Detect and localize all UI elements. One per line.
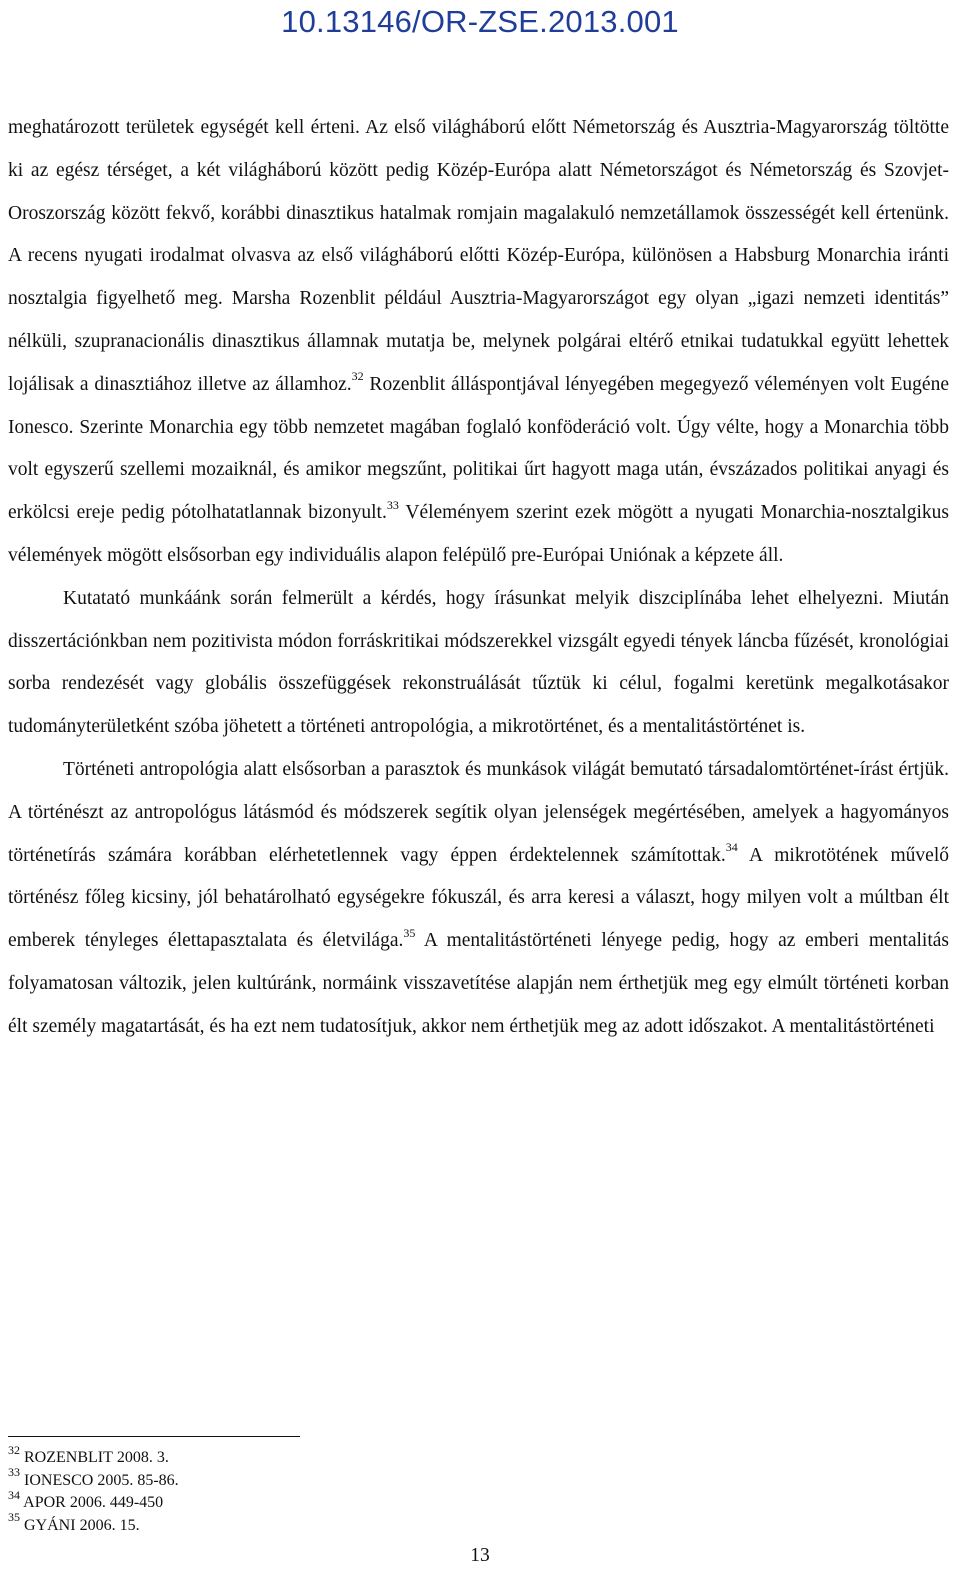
body-text: [8, 107, 949, 1049]
footnote-author: APOR: [23, 1494, 66, 1511]
footnote-number: 35: [8, 1510, 20, 1525]
footnote-ref-33[interactable]: 33: [386, 497, 399, 512]
footnote-33: [8, 1465, 608, 1493]
paragraph-text: meghatározott területek egységét kell érteni. Az első világháború előtt Németország és Ausztria-Magyarország töltötte ki az egész térséget, a két világháború között pedig Közép-Európa alatt Németországot és Németország és Szovjet-Oroszország között fekvő, korábbi dinasztikus hatalmak romjain magalakuló nemzetállamok összességét kell értenünk. A recens nyugati irodalmat olvasva az első világháború előtti Közép-Európa, különösen a Habsburg Monarchia iránti nosztalgia figyelhető meg. Marsha Rozenblit például Ausztria-Magyarországot egy olyan „igazi nemzeti identitás” nélküli, szupranacionális dinasztikus államnak mutatja be, melynek polgárai eltérő etnikai tudatukkal együtt lehettek lojálisak a dinasztiához illetve az államhoz.: [8, 117, 949, 395]
paragraph-text: A mikrotötének művelő történész főleg kicsiny, jól behatárolható egységekre fókuszál, és arra keresi a választ, hogy milyen volt a múltban élt emberek tényleges élettapasztalata és életvilága.: [8, 844, 949, 952]
paragraph-text: Kutatató munkáánk során felmerült a kérdés, hogy írásunkat melyik diszciplínába lehet elhelyezni. Miután disszertációnkban nem pozitivista módon forráskritikai módszerekkel vizsgált egyedi tények láncba fűzését, kronológiai sorba rendezését vagy globális összefüggések rekonstruálását tűztük ki célul, fogalmi keretünk megalkotásakor tudományterületként szóba jöhetett a történeti antropológia, a mikrotörténet, és a mentalitástörténet is.: [8, 587, 949, 738]
paragraph-text: Rozenblit álláspontjával lényegében megegyező véleményen volt Eugéne Ionesco. Szerinte Monarchia egy több nemzetet magában foglaló konföderáció volt. Úgy vélte, hogy a Monarchia több volt egyszerű szellemi mozaiknál, és amikor megszűnt, politikai űrt hagyott maga után, évszázados politikai anyagi és erkölcsi ereje pedig pótolhatatlannak bizonyult.: [8, 373, 949, 524]
page-number: 13: [470, 1545, 490, 1566]
footnote-number: 34: [8, 1487, 20, 1502]
footnote-35: [8, 1510, 608, 1538]
footnote-number: 33: [8, 1465, 20, 1480]
footnote-author: IONESCO: [24, 1471, 94, 1489]
paragraph-1: [8, 107, 949, 578]
footnote-ref: 2006. 15.: [75, 1516, 140, 1534]
footnote-ref: 2008. 3.: [112, 1449, 169, 1466]
paragraph-3: [8, 749, 949, 1049]
footnotes: [8, 1442, 608, 1537]
footnote-ref: 2005. 85-86.: [93, 1471, 179, 1489]
footnote-ref-34[interactable]: 34: [725, 840, 738, 855]
footnote-author: GYÁNI: [24, 1516, 76, 1534]
footnote-32: [8, 1442, 608, 1470]
paragraph-text: Véleményem szerint ezek mögött a nyugati Monarchia-nosztalgikus vélemények mögött elsősorban egy individuális alapon felépülő pre-Európai Uniónak a képzete áll.: [8, 502, 949, 566]
footnote-ref-32[interactable]: 32: [351, 369, 364, 384]
footnote-ref-35[interactable]: 35: [403, 925, 416, 940]
paragraph-text: A mentalitástörténeti lényege pedig, hogy az emberi mentalitás folyamatosan változik, jelen kultúránk, normáink visszavetítése alapján nem érthetjük meg egy elmúlt történeti korban élt személy magatartását, és ha ezt nem tudatosítjuk, akkor nem érthetjük meg az adott időszakot. A mentalitástörténeti: [8, 930, 949, 1037]
footnote-number: 32: [8, 1442, 20, 1457]
paragraph-2: [8, 578, 949, 749]
footnote-34: [8, 1487, 608, 1515]
footnote-ref: 2006. 449-450: [65, 1494, 164, 1511]
doi-header[interactable]: 10.13146/OR-ZSE.2013.001: [281, 4, 679, 39]
paragraph-text: Történeti antropológia alatt elsősorban a parasztok és munkások világát bemutató társadalomtörténet-írást értjük. A történészt az antropológus látásmód és módszerek segítik olyan jelenségek megértésében, amelyek a hagyományos történetírás számára korábban elérhetetlennek vagy éppen érdektelennek számítottak.: [8, 758, 949, 866]
footnote-author: ROZENBLIT: [24, 1449, 113, 1466]
footnote-divider: [8, 1436, 300, 1437]
